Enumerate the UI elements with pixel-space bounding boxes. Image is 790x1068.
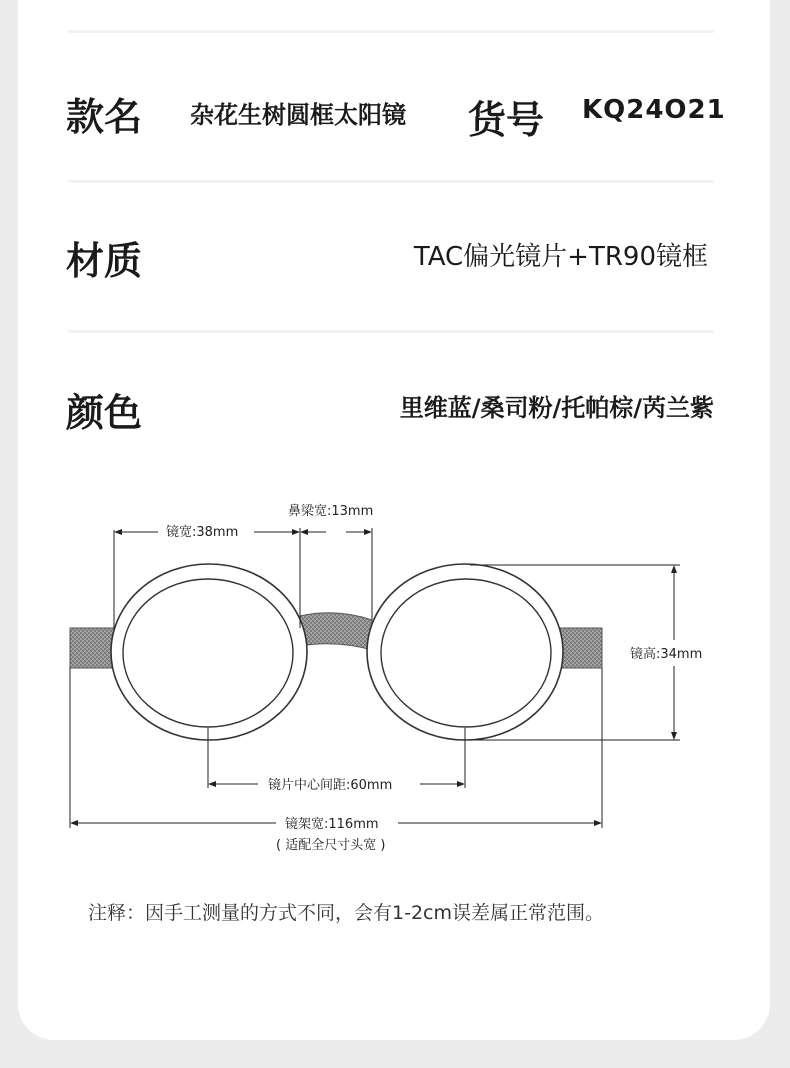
material-label: 材质	[66, 239, 143, 283]
frame-note-label: ( 适配全尺寸头宽 )	[276, 838, 386, 853]
color-value: 里维蓝/桑司粉/托帕棕/芮兰紫	[399, 394, 714, 422]
divider-1	[68, 180, 714, 183]
name-value: 杂花生树圆框太阳镜	[190, 101, 406, 129]
bridge	[300, 613, 372, 650]
lens-right	[367, 564, 563, 740]
glasses-diagram	[0, 480, 790, 860]
color-label: 颜色	[66, 391, 143, 435]
material-value: TAC偏光镜片+TR90镜框	[413, 242, 708, 272]
lens-height-label: 镜高:34mm	[630, 647, 703, 662]
bridge-width-label: 鼻梁宽:13mm	[288, 504, 374, 519]
center-distance-label: 镜片中心间距:60mm	[268, 778, 393, 793]
sku-label: 货号	[468, 98, 545, 142]
lens-width-label: 镜宽:38mm	[166, 525, 239, 540]
divider-top	[68, 30, 714, 33]
divider-2	[68, 330, 714, 333]
temple-left	[70, 628, 114, 668]
name-label: 款名	[66, 95, 143, 139]
sku-value: KQ24O21	[582, 95, 726, 125]
measurement-note: 注释：因手工测量的方式不同，会有1-2cm误差属正常范围。	[88, 902, 604, 924]
lens-left	[111, 564, 307, 740]
frame-width-label: 镜架宽:116mm	[285, 817, 379, 832]
